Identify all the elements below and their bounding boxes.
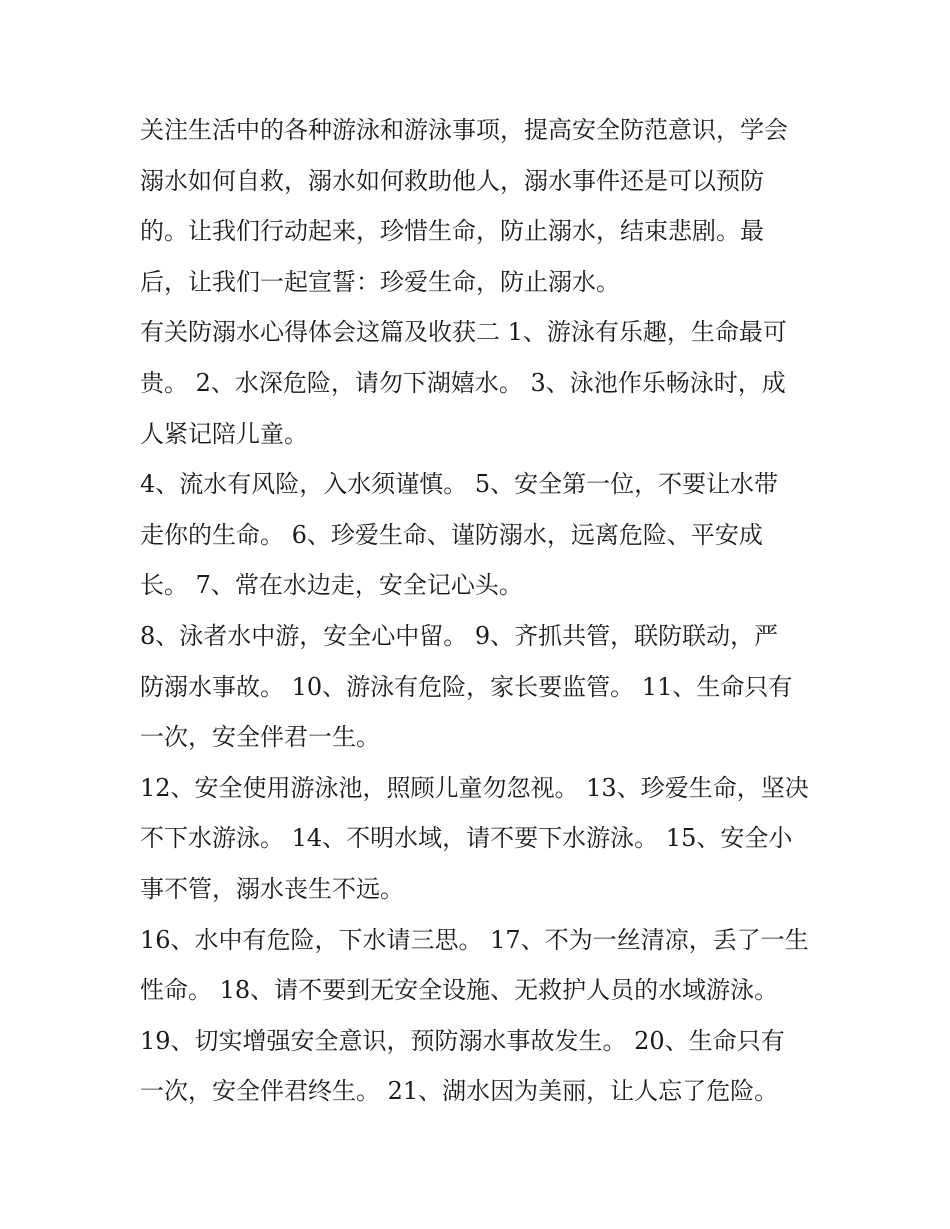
- paragraph: [140, 763, 840, 915]
- text-line: 长。 7、常在水边走，安全记心头。: [140, 571, 523, 600]
- paragraph: [140, 459, 840, 611]
- text-line: 一次，安全伴君一生。: [140, 723, 380, 752]
- paragraph: [140, 915, 840, 1016]
- document-page: [140, 105, 840, 1117]
- text-line: 19、切实增强安全意识，预防溺水事故发生。 20、生命只有: [140, 1026, 785, 1055]
- text-line: 有关防溺水心得体会这篇及收获二 1、游泳有乐趣，生命最可: [140, 318, 787, 347]
- text-line: 16、水中有危险，下水请三思。 17、不为一丝清凉，丢了一生: [140, 925, 809, 954]
- paragraph: [140, 307, 840, 459]
- text-line: 8、泳者水中游，安全心中留。 9、齐抓共管，联防联动，严: [140, 621, 779, 650]
- text-line: 防溺水事故。 10、游泳有危险，家长要监管。 11、生命只有: [140, 672, 793, 701]
- text-line: 溺水如何自救，溺水如何救助他人，溺水事件还是可以预防: [140, 166, 764, 195]
- text-line: 性命。 18、请不要到无安全设施、无救护人员的水域游泳。: [140, 976, 779, 1005]
- text-line: 不下水游泳。 14、不明水域，请不要下水游泳。 15、安全小: [140, 824, 793, 853]
- text-line: 4、流水有风险，入水须谨慎。 5、安全第一位，不要让水带: [140, 470, 779, 499]
- text-line: 一次，安全伴君终生。 21、湖水因为美丽，让人忘了危险。: [140, 1077, 779, 1106]
- text-line: 关注生活中的各种游泳和游泳事项，提高安全防范意识，学会: [140, 116, 788, 144]
- paragraph: [140, 611, 840, 763]
- text-line: 事不管，溺水丧生不远。: [140, 874, 404, 903]
- paragraph: [140, 105, 840, 307]
- text-line: 后，让我们一起宣誓：珍爱生命，防止溺水。: [140, 267, 620, 296]
- text-line: 贵。 2、水深危险，请勿下湖嬉水。 3、泳池作乐畅泳时，成: [140, 368, 786, 397]
- paragraph: [140, 1016, 840, 1117]
- text-line: 的。让我们行动起来，珍惜生命，防止溺水，结束悲剧。最: [140, 217, 764, 246]
- text-line: 走你的生命。 6、珍爱生命、谨防溺水，远离危险、平安成: [140, 520, 763, 549]
- text-line: 人紧记陪儿童。: [140, 419, 308, 448]
- text-line: 12、安全使用游泳池，照顾儿童勿忽视。 13、珍爱生命，坚决: [140, 773, 809, 802]
